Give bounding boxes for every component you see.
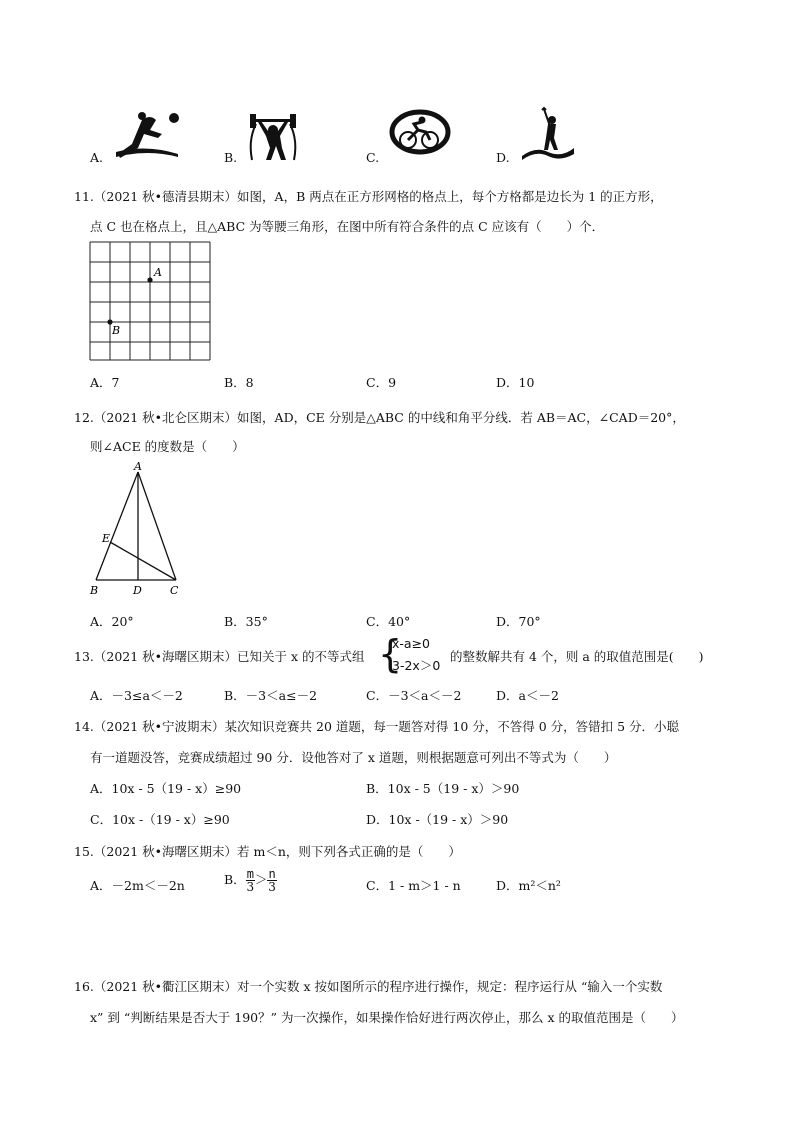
cyclist-icon <box>388 108 452 156</box>
q15-option-a: A．－2m＜－2n <box>90 878 185 893</box>
q13-option-a: A．－3≤a＜－2 <box>90 688 183 703</box>
q13-option-c: C．－3＜a＜－2 <box>366 688 462 703</box>
q13-inequality-1: x-a≥0 <box>392 636 430 651</box>
q12-stem-line1: 12.（2021 秋•北仑区期末）如图，AD，CE 分别是△ABC 的中线和角平分线．若 AB＝AC，∠CAD＝20°， <box>74 410 685 425</box>
label-a: A <box>134 460 142 473</box>
q15-stem-line1: 15.（2021 秋•海曙区期末）若 m＜n，则下列各式正确的是（ ） <box>74 844 461 859</box>
q13-option-d: D．a＜－2 <box>496 688 559 703</box>
q11-option-d: D．10 <box>496 375 535 390</box>
q11-option-b: B．8 <box>224 375 254 390</box>
q13-stem-before: 13.（2021 秋•海曙区期末）已知关于 x 的不等式组 <box>74 649 365 664</box>
weightlifter-icon <box>248 112 298 162</box>
label-e: E <box>102 532 111 545</box>
q11-option-c: C．9 <box>366 375 397 390</box>
q15-option-b-prefix: B． <box>224 872 246 887</box>
label-b: B <box>112 324 121 337</box>
q13-inequality-2: 3-2x＞0 <box>392 658 441 673</box>
fraction-n-over-3: $\frac{n}{3}$ <box>268 867 276 894</box>
q14-option-b: B．10x - 5（19 - x）＞90 <box>366 781 520 796</box>
q13-option-b: B．－3＜a≤－2 <box>224 688 318 703</box>
q12-option-a: A．20° <box>90 614 134 629</box>
q11-option-a: A．7 <box>90 375 120 390</box>
q12-stem-line2: 则∠ACE 的度数是（ ） <box>90 439 245 454</box>
label-c: C <box>170 584 179 597</box>
q11-stem-line2: 点 C 也在格点上，且△ABC 为等腰三角形，在图中所有符合条件的点 C 应该有（ ）个． <box>90 219 605 234</box>
q14-stem-line1: 14.（2021 秋•宁波期末）某次知识竞赛共 20 道题，每一题答对得 10 分，不答得 0 分，答错扣 5 分．小聪 <box>74 719 680 734</box>
q16-stem-line2: x” 到 “判断结果是否大于 190？” 为一次操作，如果操作恰好进行两次停止，那么 x 的取值范围是（ ） <box>90 1010 684 1025</box>
brace-icon: { <box>378 632 403 676</box>
q12-option-d: D．70° <box>496 614 541 629</box>
q10-option-d: D. <box>496 150 510 165</box>
q10-option-b: B. <box>224 150 238 165</box>
q15-option-c: C．1 - m＞1 - n <box>366 878 461 893</box>
q11-grid-figure <box>88 240 212 362</box>
q14-option-a: A．10x - 5（19 - x）≥90 <box>90 781 242 796</box>
volleyball-player-icon <box>112 108 184 158</box>
q16-stem-line1: 16.（2021 秋•衢江区期末）对一个实数 x 按如图所示的程序进行操作，规定：程序运行从 “输入一个实数 <box>74 979 663 994</box>
q13-stem-after: 的整数解共有 4 个，则 a 的取值范围是( ) <box>450 649 704 664</box>
golfer-icon <box>520 106 576 162</box>
q15-option-b-relation: ＞ <box>254 872 268 887</box>
q14-option-c: C．10x -（19 - x）≥90 <box>90 812 230 827</box>
label-a: A <box>154 266 162 279</box>
q14-option-d: D．10x -（19 - x）＞90 <box>366 812 509 827</box>
q12-triangle-figure <box>88 458 188 600</box>
q15-option-d: D．m²＜n² <box>496 878 561 893</box>
fraction-m-over-3: $\frac{m}{3}$ <box>246 867 255 894</box>
q14-stem-line2: 有一道题没答，竞赛成绩超过 90 分．设他答对了 x 道题，则根据题意可列出不等式为（ ） <box>90 750 617 765</box>
q15-option-b <box>224 868 277 893</box>
q11-stem-line1: 11.（2021 秋•德清县期末）如图，A，B 两点在正方形网格的格点上，每个方格都是边长为 1 的正方形， <box>74 189 663 204</box>
q12-option-b: B．35° <box>224 614 268 629</box>
point-a <box>147 277 152 282</box>
label-b: B <box>90 584 99 597</box>
q10-option-a: A. <box>90 150 104 165</box>
q10-option-c: C. <box>366 150 380 165</box>
q12-option-c: C．40° <box>366 614 411 629</box>
label-d: D <box>133 584 142 597</box>
